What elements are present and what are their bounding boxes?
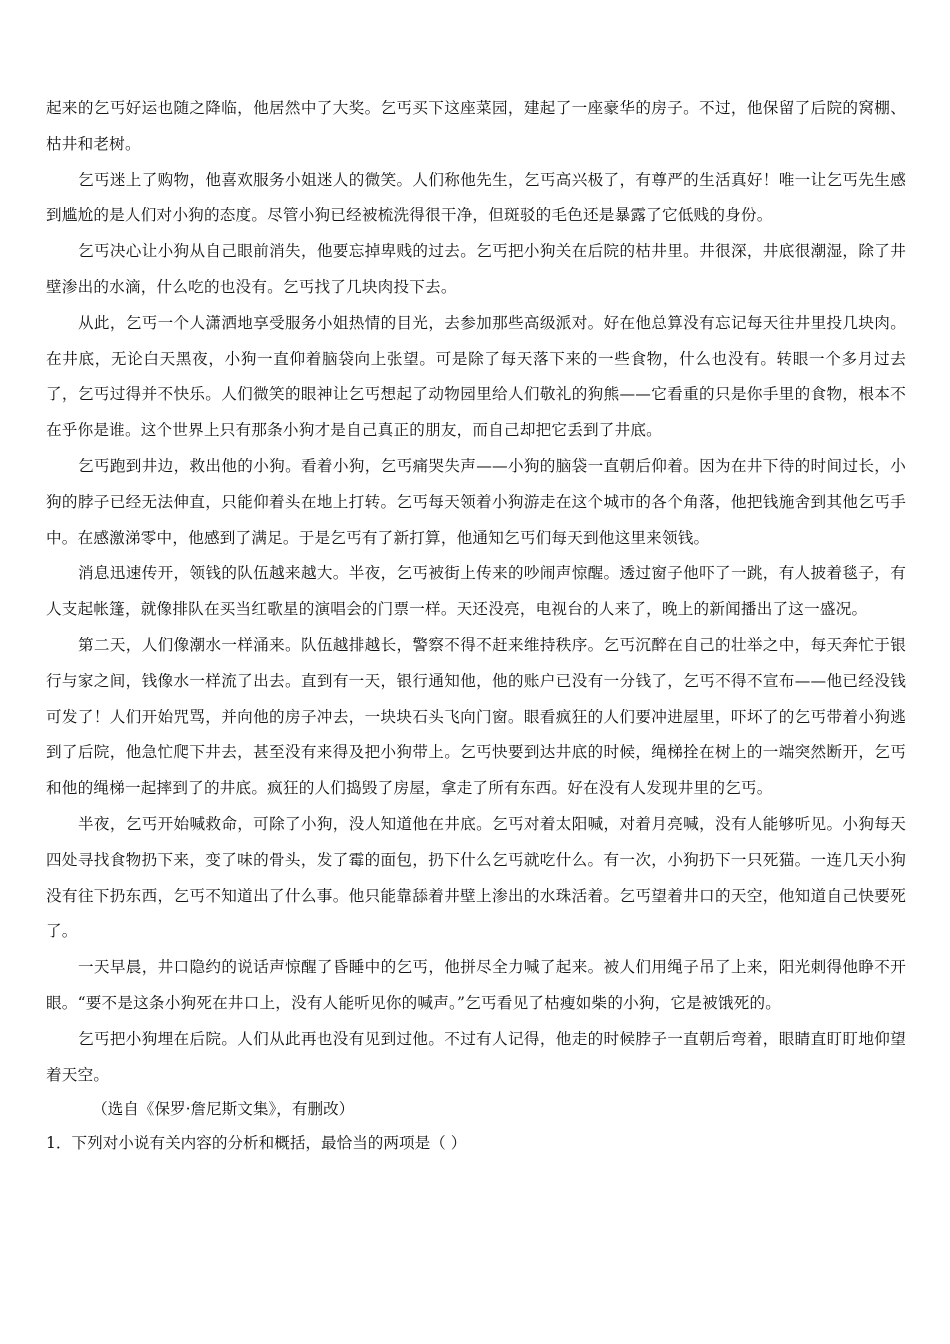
story-paragraph-2: 乞丐迷上了购物，他喜欢服务小姐迷人的微笑。人们称他先生，乞丐高兴极了，有尊严的生活真好！唯一让乞丐先生感到尴尬的是人们对小狗的态度。尽管小狗已经被梳洗得很干净，但斑驳的毛色还是暴露了它低贱的身份。 (46, 170, 906, 225)
story-paragraph-7: 第二天，人们像潮水一样涌来。队伍越排越长，警察不得不赶来维持秩序。乞丐沉醉在自己的壮举之中，每天奔忙于银行与家之间，钱像水一样流了出去。直到有一天，银行通知他，他的账户已没有一分钱了，乞丐不得不宣布——他已经没钱可发了！人们开始咒骂，并向他的房子冲去，一块块石头飞向门窗。眼看疯狂的人们要冲进屋里，吓坏了的乞丐带着小狗逃到了后院，他急忙爬下井去，甚至没有来得及把小狗带上。乞丐快要到达井底的时候，绳梯拴在树上的一端突然断开，乞丐和他的绳梯一起摔到了的井底。疯狂的人们捣毁了房屋，拿走了所有东西。好在没有人发现井里的乞丐。 (46, 635, 906, 798)
source-citation: （选自《保罗·詹尼斯文集》，有删改） (92, 1100, 355, 1119)
story-paragraph-10: 乞丐把小狗埋在后院。人们从此再也没有见到过他。不过有人记得，他走的时候脖子一直朝后弯着，眼睛直盯盯地仰望着天空。 (46, 1029, 906, 1084)
question-1: 1．下列对小说有关内容的分析和概括，最恰当的两项是（ ） (46, 1134, 467, 1153)
story-paragraph-4: 从此，乞丐一个人潇洒地享受服务小姐热情的目光，去参加那些高级派对。好在他总算没有忘记每天往井里投几块肉。在井底，无论白天黑夜，小狗一直仰着脑袋向上张望。可是除了每天落下来的一些食物，什么也没有。转眼一个多月过去了，乞丐过得并不快乐。人们微笑的眼神让乞丐想起了动物园里给人们敬礼的狗熊——它看重的只是你手里的食物，根本不在乎你是谁。这个世界上只有那条小狗才是自己真正的朋友，而自己却把它丢到了井底。 (46, 313, 906, 440)
story-paragraph-5: 乞丐跑到井边，救出他的小狗。看着小狗，乞丐痛哭失声——小狗的脑袋一直朝后仰着。因为在井下待的时间过长，小狗的脖子已经无法伸直，只能仰着头在地上打转。乞丐每天领着小狗游走在这个城市的各个角落，他把钱施舍到其他乞丐手中。在感激涕零中，他感到了满足。于是乞丐有了新打算，他通知乞丐们每天到他这里来领钱。 (46, 456, 906, 547)
story-paragraph-8: 半夜，乞丐开始喊救命，可除了小狗，没人知道他在井底。乞丐对着太阳喊，对着月亮喊，没有人能够听见。小狗每天四处寻找食物扔下来，变了味的骨头，发了霉的面包，扔下什么乞丐就吃什么。有一次，小狗扔下一只死猫。一连几天小狗没有往下扔东西，乞丐不知道出了什么事。他只能靠舔着井壁上渗出的水珠活着。乞丐望着井口的天空，他知道自己快要死了。 (46, 814, 906, 941)
story-paragraph-6: 消息迅速传开，领钱的队伍越来越大。半夜，乞丐被街上传来的吵闹声惊醒。透过窗子他吓了一跳，有人披着毯子，有人支起帐篷，就像排队在买当红歌星的演唱会的门票一样。天还没亮，电视台的人来了，晚上的新闻播出了这一盛况。 (46, 564, 906, 619)
story-paragraph-3: 乞丐决心让小狗从自己眼前消失，他要忘掉卑贱的过去。乞丐把小狗关在后院的枯井里。井很深，井底很潮湿，除了井壁渗出的水滴，什么吃的也没有。乞丐找了几块肉投下去。 (46, 242, 906, 296)
story-paragraph-9: 一天早晨，井口隐约的说话声惊醒了昏睡中的乞丐，他拼尽全力喊了起来。被人们用绳子吊了上来，阳光刺得他睁不开眼。“要不是这条小狗死在井口上，没有人能听见你的喊声。”乞丐看见了枯瘦如柴的小狗，它是被饿死的。 (46, 958, 906, 1012)
story-paragraph-1: 起来的乞丐好运也随之降临，他居然中了大奖。乞丐买下这座菜园，建起了一座豪华的房子。不过，他保留了后院的窝棚、枯井和老树。 (46, 99, 906, 153)
